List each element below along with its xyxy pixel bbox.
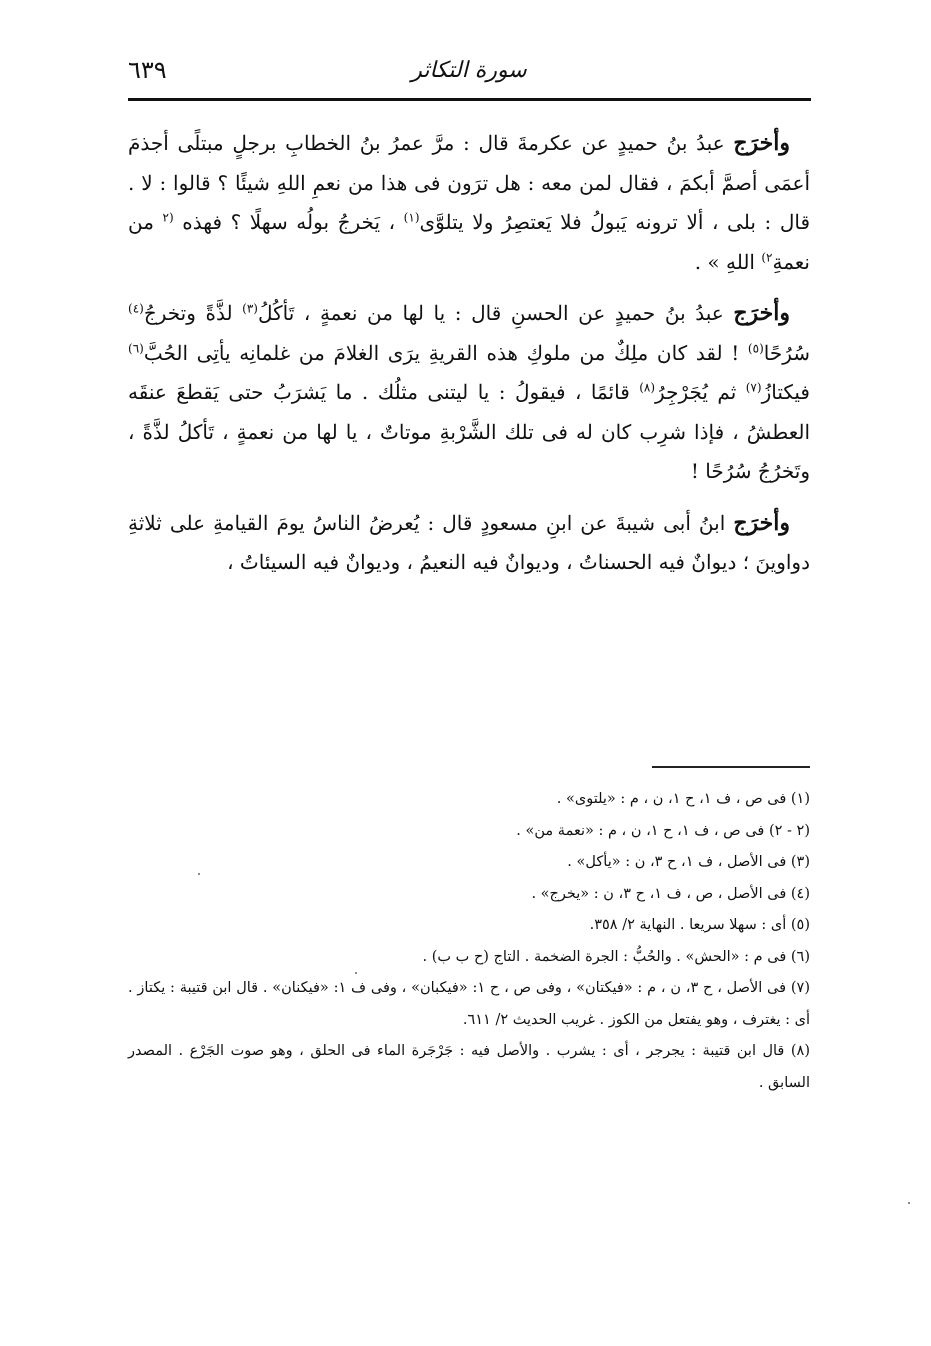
paragraph-text: عبدُ بنُ حميدٍ عن الحسنِ قال : يا لها من نعمةٍ ، تَأكُلُ xyxy=(257,301,734,325)
footnote: (٥) أى : سهلا سريعا . النهاية ٢/ ٣٥٨. xyxy=(589,917,810,933)
paragraph-text: سُرُحًا xyxy=(763,340,810,365)
footnote-marker: (٢ xyxy=(162,210,174,225)
paragraph-text: لذَّةً وتخرجُ xyxy=(143,301,243,325)
paragraph-text: عبدُ بنُ حميدٍ عن عكرمةَ قال : مرَّ عمرُ بنُ الخطابِ برجلٍ مبتلًى أجذمَ أعمَى أصمَّ أبكمَ ، فقال لمن معه : هل ترَون فى هذا من نعمِ اللهِ شيئًا ؟ قالوا : لا . قال : بلى ، ألا ترونه يَبولُ فلا يَعتصِرُ ولا يتلوَّى xyxy=(128,131,811,234)
footnote-marker: (٤) xyxy=(128,301,144,316)
footnote-marker: (٦) xyxy=(128,340,144,355)
paragraph-text: اللهِ » . xyxy=(694,249,762,274)
running-title: سورة التكاثر xyxy=(411,58,527,83)
paragraph-text: ، يَخرجُ بولُه سهلًا ؟ فهذه xyxy=(173,210,404,234)
page-header xyxy=(128,50,810,94)
paragraph-lead-word: وأخرَج xyxy=(733,130,790,156)
paragraph-lead-word: وأخرَج xyxy=(733,300,790,326)
footnote-marker: ٢) xyxy=(761,249,773,264)
footnotes xyxy=(128,784,810,1099)
footnote: (٤) فى الأصل ، ص ، ف ١، ح ٣، ن : «يخرج» . xyxy=(531,885,810,902)
footnote: (٧) فى الأصل ، ح ٣، ن ، م : «فيكتان» ، وفى ص ، ح ١: «فيكبان» ، وفى ف ١: «فيكنان» . قال ابن قتيبة : يكتاز . أى : يغترف ، وهو يفتعل من الكوز . غريب الحديث ٢/ ٦١١. xyxy=(128,980,810,1028)
paragraph-text: قائمًا ، فيقولُ : يا ليتنى مثلُك . ما يَشرَبُ حتى يَقطعَ عنقَه العطشُ ، فإذا شرِب كان له فى تلك الشَّرْبةِ موتاتٌ ، يا لها من نعمةٍ ، تَأكلُ لذَّةً ، وتَخرُجُ سُرُحًا ! xyxy=(128,380,810,483)
header-rule xyxy=(128,98,811,101)
footnote-marker: (١) xyxy=(403,210,420,225)
paragraph xyxy=(128,504,810,583)
footnote: (٣) فى الأصل ، ف ١، ح ٣، ن : «يأكل» . xyxy=(567,854,810,870)
paragraph-text: ثم يُجَرْجِرُ xyxy=(655,380,746,404)
page-number: ٦٣٩ xyxy=(128,56,167,84)
footnote: (٨) قال ابن قتيبة : يجرجر ، أى : يشرب . والأصل فيه : جَرْجَرة الماء فى الحلق ، وهو صوت الجَرْع . المصدر السابق . xyxy=(128,1043,810,1091)
footnote-marker: (٧) xyxy=(745,380,762,395)
paragraph xyxy=(128,124,810,282)
scan-speck xyxy=(198,873,200,875)
scan-speck xyxy=(355,972,357,974)
paragraph-text: ! لقد كان ملِكٌ من ملوكِ هذه القريةِ يرَى الغلامَ من غلمانِه يأتِى الحُبَّ xyxy=(143,340,748,365)
paragraph-text: من نعمةِ xyxy=(128,210,810,274)
paragraph xyxy=(128,294,810,492)
scan-speck xyxy=(908,1202,910,1204)
paragraph-lead-word: وأخرَج xyxy=(733,509,790,536)
footnote-marker: (٥) xyxy=(747,340,764,355)
footnote-separator xyxy=(652,766,810,768)
footnote: (١) فى ص ، ف ١، ح ١، ن ، م : «يلتوى» . xyxy=(556,791,810,807)
paragraph-text: ابنُ أبى شيبةَ عن ابنِ مسعودٍ قال : يُعرضُ الناسُ يومَ القيامةِ على ثلاثةِ دواوينَ ؛ ديوانٌ فيه الحسناتُ ، وديوانٌ فيه النعيمُ ، وديوانٌ فيه السيئاتُ ، xyxy=(128,510,810,574)
paragraph-text: فيكتازُ xyxy=(761,380,810,404)
footnote: (٢ - ٢) فى ص ، ف ١، ح ١، ن ، م : «نعمة من» . xyxy=(516,822,810,839)
footnote-marker: (٨) xyxy=(639,380,656,395)
main-text xyxy=(128,124,810,595)
footnote: (٦) فى م : «الحش» . والحُبُّ : الجرة الضخمة . التاج (ح ب ب) . xyxy=(422,948,810,965)
footnote-marker: (٣) xyxy=(242,301,258,316)
